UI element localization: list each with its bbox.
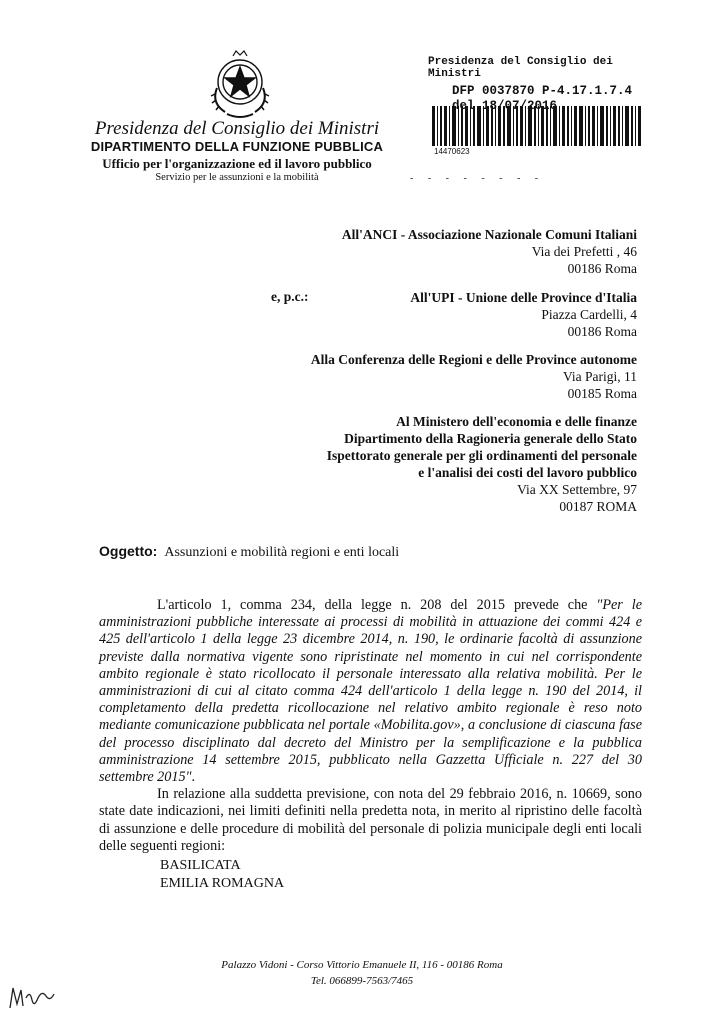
department-name: DIPARTIMENTO DELLA FUNZIONE PUBBLICA <box>90 139 384 154</box>
protocol-number: DFP 0037870 P-4.17.1.7.4 <box>452 84 633 98</box>
subject-text: Assunzioni e mobilità regioni e enti locali <box>164 545 400 560</box>
office-name: Ufficio per l'organizzazione ed il lavoro pubblico <box>102 156 372 171</box>
addressee-street: Piazza Cardelli, 4 <box>541 307 637 322</box>
org-name: Presidenza del Consiglio dei Ministri <box>94 118 380 139</box>
paragraph-1-quote: "Per le amministrazioni pubbliche interessate ai processi di mobilità in attuazione dei commi 424 e 425 dell'articolo 1 della legge 23 dicembre 2014, n. 190, le ordinarie facoltà di assunzione previste dalla normativa vigente sono ripristinate nel momento in cui nel corrispondente ambito regionale è stato ricollocato il personale interessato alla relativa mobilità. Per le amministrazioni di cui al citato comma 424 dell'articolo 1 della legge n. 190 del 2014, il completamento della predetta ricollocazione nel relativo ambito regionale è reso noto mediante comunicazione pubblicata nel portale «Mobilita.gov», a conclusione di ciascuna fase del processo disciplinato dal decreto del Ministro per la semplificazione e la pubblica amministrazione 14 settembre 2015, pubblicato nella Gazzetta Ufficiale n. 227 del 30 settembre 2015" <box>99 597 642 786</box>
addressee-office-cont: e l'analisi dei costi del lavoro pubblico <box>418 465 637 480</box>
letter-body <box>99 597 642 855</box>
addressee-street: Via dei Prefetti , 46 <box>531 244 637 259</box>
addressee-dept: Dipartimento della Ragioneria generale dello Stato <box>344 431 637 446</box>
addressee-conferenza <box>311 351 637 402</box>
addressee-office: Ispettorato generale per gli ordinamenti del personale <box>326 448 637 463</box>
paragraph-1 <box>99 597 642 786</box>
protocol-date: del 18/07/2016 <box>452 99 558 113</box>
subject-label: Oggetto: <box>99 543 158 559</box>
protocol-stamp <box>410 56 650 113</box>
region-item: BASILICATA <box>160 858 241 873</box>
subject-line <box>99 543 399 561</box>
barcode <box>432 106 642 146</box>
protocol-issuer: Presidenza del Consiglio dei Ministri <box>428 56 613 80</box>
addressee-name: Al Ministero dell'economia e delle finanze <box>396 414 637 429</box>
italian-republic-emblem <box>205 48 275 120</box>
addressee-city: 00185 Roma <box>567 386 637 401</box>
handwritten-initials <box>8 984 56 1010</box>
paragraph-2: In relazione alla suddetta previsione, con nota del 29 febbraio 2016, n. 10669, sono state date indicazioni, nei limiti definiti nella predetta nota, in merito al ripristino delle facoltà di assunzione e delle procedure di mobilità del personale di polizia municipale degli enti locali delle seguenti regioni: <box>99 786 642 854</box>
addressee-name: All'UPI - Unione delle Province d'Italia <box>410 290 637 305</box>
paragraph-1-intro: L'articolo 1, comma 234, della legge n. 208 del 2015 prevede che <box>157 597 597 613</box>
addressee-name: All'ANCI - Associazione Nazionale Comuni Italiani <box>341 227 637 242</box>
addressee-upi <box>410 289 637 340</box>
addressee-ministero <box>327 413 637 515</box>
service-name: Servizio per le assunzioni e la mobilità <box>155 172 319 183</box>
divider: - - - - - - - - <box>410 173 545 184</box>
addressee-city: 00186 Roma <box>567 324 637 339</box>
footer-phone: Tel. 066899-7563/7465 <box>310 975 414 987</box>
addressee-street: Via XX Settembre, 97 <box>517 482 637 497</box>
addressee-street: Via Parigi, 11 <box>562 369 637 384</box>
cc-label: e, p.c.: <box>271 289 309 304</box>
region-item: EMILIA ROMAGNA <box>160 876 285 891</box>
addressee-city: 00186 Roma <box>567 261 637 276</box>
footer-address: Palazzo Vidoni - Corso Vittorio Emanuele II, 116 - 00186 Roma <box>221 959 503 971</box>
paragraph-1-end: . <box>191 769 196 786</box>
footer <box>0 957 724 989</box>
addressee-city: 00187 ROMA <box>559 499 637 514</box>
addressee-anci <box>342 226 637 277</box>
barcode-number: 14470623 <box>434 147 470 156</box>
regions-list <box>160 857 284 893</box>
addressee-name: Alla Conferenza delle Regioni e delle Province autonome <box>310 352 637 367</box>
